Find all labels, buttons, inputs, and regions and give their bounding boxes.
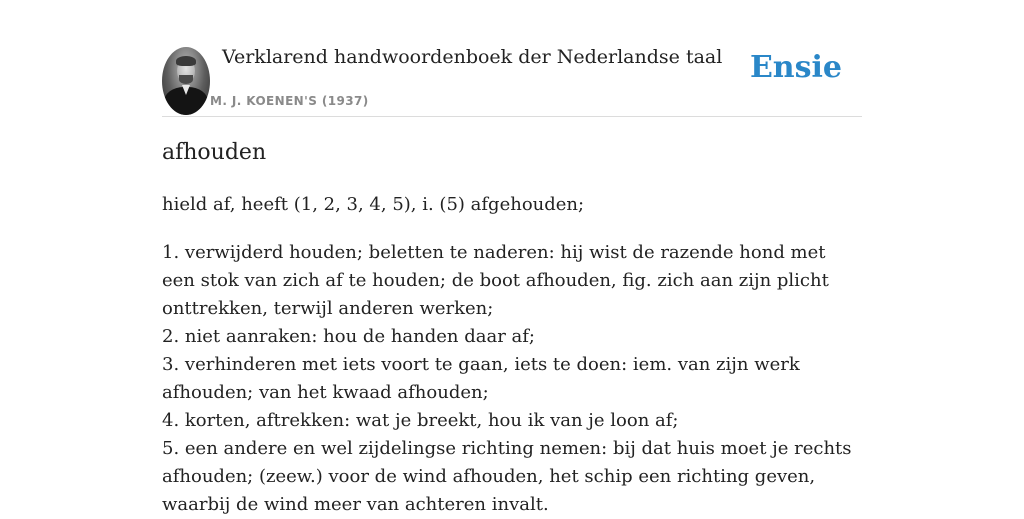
definition-list	[162, 239, 862, 519]
page	[162, 0, 862, 515]
definition-item: 1. verwijderd houden; beletten te naderen: hij wist de razende hond met een stok van zich af te houden; de boot afhouden, fig. zich aan zijn plicht onttrekken, terwijl anderen werken;	[162, 242, 829, 319]
author-portrait-icon	[162, 47, 210, 115]
dictionary-title[interactable]: Verklarend handwoordenboek der Nederlandse taal	[222, 46, 723, 68]
headword: afhouden	[162, 140, 267, 165]
ensie-logo[interactable]: Ensie	[749, 50, 842, 85]
definition-item: 5. een andere en wel zijdelingse richting nemen: bij dat huis moet je rechts afhouden; (zeew.) voor de wind afhouden, het schip een richting geven, waarbij de wind meer van achteren invalt.	[162, 438, 852, 515]
dictionary-subtitle: M. J. KOENEN'S (1937)	[210, 94, 369, 108]
definition-item: 3. verhinderen met iets voort te gaan, iets te doen: iem. van zijn werk afhouden; van het kwaad afhouden;	[162, 354, 800, 403]
site-header	[162, 0, 862, 117]
definition-item: 2. niet aanraken: hou de handen daar af;	[162, 326, 535, 347]
grammar-info: hield af, heeft (1, 2, 3, 4, 5), i. (5) afgehouden;	[162, 194, 585, 215]
definition-item: 4. korten, aftrekken: wat je breekt, hou ik van je loon af;	[162, 410, 679, 431]
